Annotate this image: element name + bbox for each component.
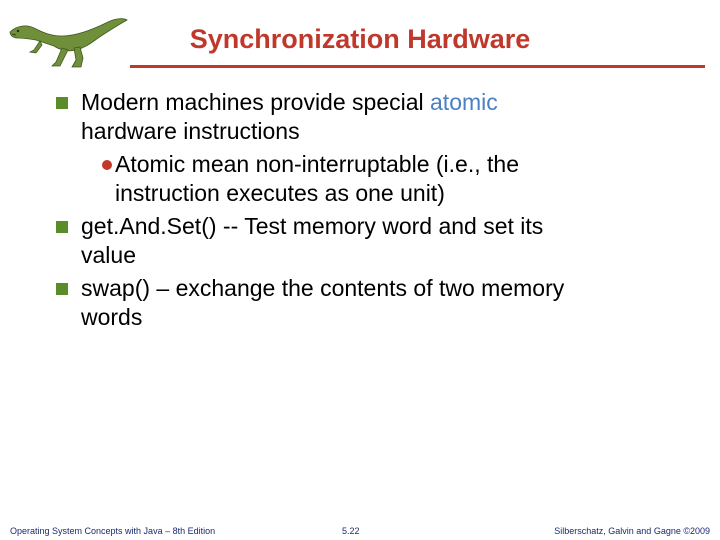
bullet-line xyxy=(81,241,136,270)
bullet-line xyxy=(115,150,519,179)
bullet-dot-icon xyxy=(102,160,112,170)
footer-right-text: Silberschatz, Galvin and Gagne ©2009 xyxy=(554,526,710,536)
bullet-text: swap() – exchange the contents of two memory xyxy=(81,275,565,301)
bullet-text: value xyxy=(81,242,136,268)
bullet-line xyxy=(81,88,498,117)
bullet-text: Modern machines provide special xyxy=(81,89,431,115)
bullet-text: instruction executes as one unit) xyxy=(115,180,445,206)
bullet-text: words xyxy=(81,304,143,330)
bullet-text: Atomic mean non-interruptable (i.e., the xyxy=(115,151,519,177)
bullet-square-icon xyxy=(56,97,68,109)
footer-page-number: 5.22 xyxy=(342,526,360,536)
bullet-line xyxy=(81,212,543,241)
bullet-text: get.And.Set() -- Test memory word and set its xyxy=(81,213,544,239)
bullet-line xyxy=(81,303,142,332)
dinosaur-logo-icon xyxy=(6,14,128,70)
slide-title: Synchronization Hardware xyxy=(189,24,531,54)
bullet-text: hardware instructions xyxy=(81,118,300,144)
bullet-line xyxy=(81,117,300,146)
bullet-square-icon xyxy=(56,221,68,233)
bullet-line xyxy=(81,274,564,303)
bullet-line xyxy=(115,179,445,208)
bullet-square-icon xyxy=(56,283,68,295)
highlighted-term: atomic xyxy=(430,89,498,115)
footer-left-text: Operating System Concepts with Java – 8th Edition xyxy=(10,526,216,536)
title-underline xyxy=(130,65,705,68)
